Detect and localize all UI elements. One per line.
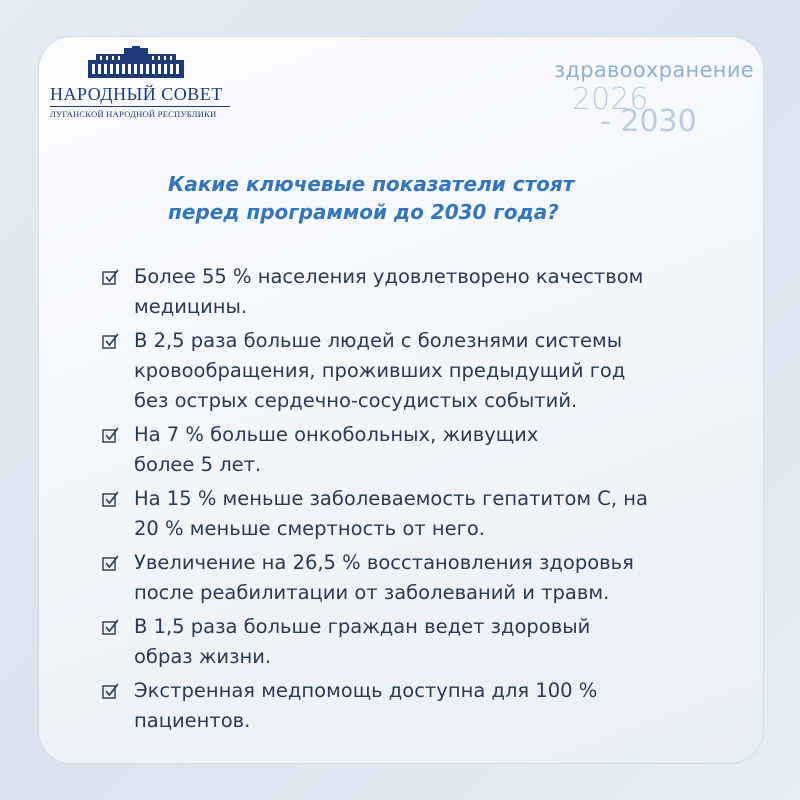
- checked-box-icon: [102, 554, 120, 572]
- item-line: На 7 % больше онкобольных, живущих: [134, 423, 539, 446]
- logo-title: НАРОДНЫЙ СОВЕТ: [50, 84, 223, 104]
- logo: [50, 46, 230, 119]
- item-line: Более 55 % населения удовлетворено качеством: [134, 265, 644, 288]
- checked-box-icon: [102, 426, 120, 444]
- checked-box-icon: [102, 332, 120, 350]
- topic-label: здравоохранение: [553, 58, 754, 82]
- list-item: [100, 262, 740, 322]
- item-line: без острых сердечно-сосудистых событий.: [134, 389, 578, 412]
- checked-box-icon: [102, 268, 120, 286]
- item-line: В 1,5 раза больше граждан ведет здоровый: [134, 615, 591, 638]
- item-line: В 2,5 раза больше людей с болезнями системы: [134, 329, 623, 352]
- item-line: более 5 лет.: [134, 453, 262, 476]
- year-start: 2026: [572, 82, 649, 117]
- list-item: [100, 326, 740, 416]
- checked-box-icon: [102, 682, 120, 700]
- checked-box-icon: [102, 490, 120, 508]
- item-line: после реабилитации от заболеваний и травм.: [134, 581, 610, 604]
- list-item: [100, 420, 740, 480]
- item-line: медицины.: [134, 295, 248, 318]
- item-line: На 15 % меньше заболеваемость гепатитом С, на: [134, 487, 649, 510]
- item-line: кровообращения, проживших предыдущий год: [134, 359, 626, 382]
- indicator-list: [100, 262, 740, 740]
- item-line: образ жизни.: [134, 645, 272, 668]
- list-item: [100, 548, 740, 608]
- title-line: Какие ключевые показатели стоят: [168, 172, 575, 196]
- page-title: [168, 170, 688, 226]
- item-line: Экстренная медпомощь доступна для 100 %: [134, 679, 598, 702]
- list-item: [100, 612, 740, 672]
- list-item: [100, 484, 740, 544]
- item-line: пациентов.: [134, 709, 251, 732]
- title-line: перед программой до 2030 года?: [168, 200, 559, 224]
- item-line: Увеличение на 26,5 % восстановления здоровья: [134, 551, 634, 574]
- year-end: - 2030: [600, 104, 697, 139]
- item-line: 20 % меньше смертность от него.: [134, 517, 485, 540]
- checked-box-icon: [102, 618, 120, 636]
- list-item: [100, 676, 740, 736]
- parliament-building-icon: [86, 46, 186, 80]
- logo-subtitle: ЛУГАНСКОЙ НАРОДНОЙ РЕСПУБЛИКИ: [50, 106, 230, 119]
